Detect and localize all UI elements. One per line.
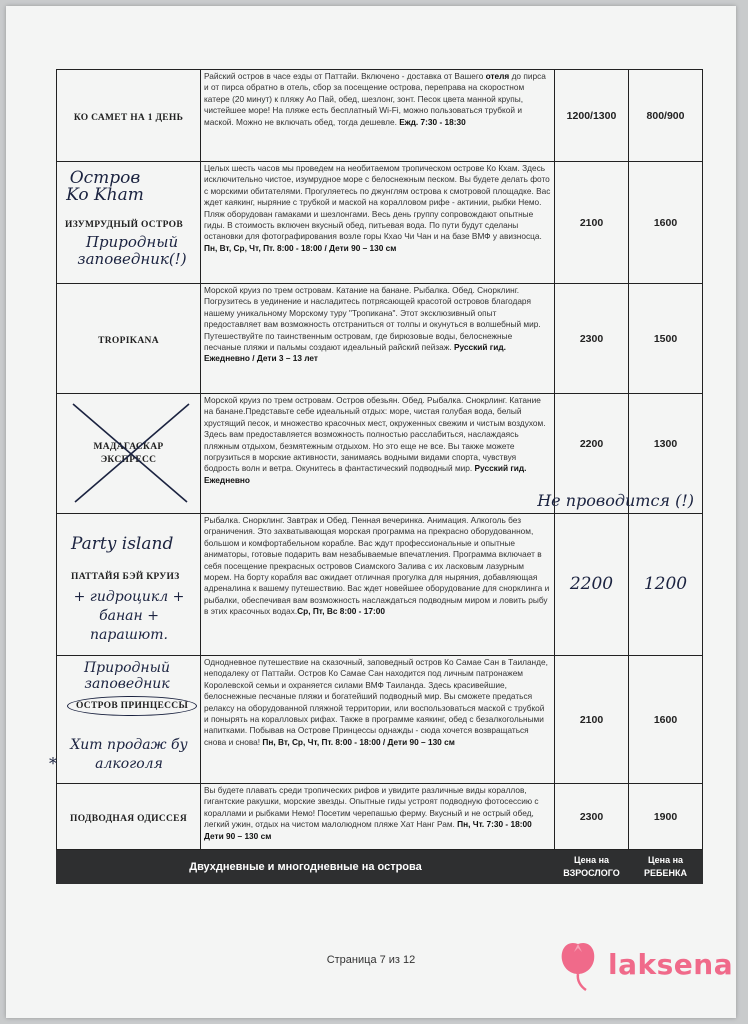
tour-description xyxy=(201,656,555,784)
handwritten-child-price: 1200 xyxy=(643,574,688,594)
tour-schedule: Русский гид. Ежедневно / Дети 3 – 13 лет xyxy=(204,342,506,364)
description-text: Морской круиз по трем островам. Остров обезьян. Обед. Рыбалка. Снокрлинг. Катание на банане.Представьте себе идеальный отдых: море, чистая голубая вода, белый хрустящий песок, и множество красочных мест, окруженных свежим и чистым воздухом. Здесь вам предоставляется возможность полностью расслабиться, наслаждаясь пляжным отдыхом, безмятежным отдыхом. Но это еще не все. Вы также можете погрузиться в морские активности, занимаясь водными видами спорта, чувствуя бодрость волн и ветра. Окунитесь в фантастический подводный мир. xyxy=(204,395,546,474)
adult-price xyxy=(555,514,629,656)
table-row-emerald-island xyxy=(57,162,703,284)
handwritten-island-note: Остров Ko Kham xyxy=(66,168,144,205)
tour-name: ИЗУМРУДНЫЙ ОСТРОВ xyxy=(65,220,183,230)
child-price xyxy=(629,514,703,656)
excursions-table xyxy=(49,69,703,884)
handwritten-star: * xyxy=(49,754,57,773)
tour-description xyxy=(201,162,555,284)
adult-price: 2100 xyxy=(555,656,629,784)
child-price: 1500 xyxy=(629,284,703,394)
description-text: Райский остров в часе езды от Паттайи. Включено - доставка от Вашего xyxy=(204,71,486,81)
handwritten-reserve-note: Природный заповедник(!) xyxy=(77,233,187,268)
tour-name-cell xyxy=(57,784,201,850)
adult-price: 2200 xyxy=(555,394,629,514)
tour-description xyxy=(201,70,555,162)
tour-name: TROPIKANA xyxy=(98,335,159,346)
tour-name: МАДАГАСКАР ЭКСПРЕСС xyxy=(93,441,164,465)
tour-name-cell xyxy=(57,284,201,394)
tour-description xyxy=(201,784,555,850)
table-row-tropikana xyxy=(57,284,703,394)
child-price: 800/900 xyxy=(629,70,703,162)
tour-name-cell xyxy=(57,394,201,514)
table-row-underwater-odyssey xyxy=(57,784,703,850)
handwritten-activities-note: + гидроцикл + банан + парашют. xyxy=(73,589,185,643)
document-page xyxy=(6,6,736,1018)
tour-description xyxy=(201,514,555,656)
adult-price: 2100 xyxy=(555,162,629,284)
handwritten-cancelled-note: Не проводится (!) xyxy=(537,491,694,510)
description-text: Однодневное путешествие на сказочный, заповедный остров Ко Самае Сан в Таиланде, неподалеку от Паттайи. Остров Ко Самае Сан находится под личным патронажем Королевской семьи и охраняется силами ВМФ Таиланда. Здесь красивейшие, белоснежные песчаные пляжи и богатейший подводный мир. Вы сможете предаться релаксу на оборудованной пляжной территории, или воспользоваться маской с трубкой и понырять на коралловых рифах. Также в программе каякинг, обед с безалкогольными напитками. Побывав на Острове Принцессы однажды - сюда хочется возвращаться снова и снова! xyxy=(204,657,548,747)
adult-price: 2300 xyxy=(555,284,629,394)
handwritten-reserve-note: Природный заповедник xyxy=(83,660,171,692)
handwritten-bestseller-note: Хит продаж бу алкоголя xyxy=(70,737,188,772)
table-row-princess-island xyxy=(57,656,703,784)
logo-text: laksena xyxy=(608,948,734,981)
handwritten-party-note: Party island xyxy=(71,534,174,554)
child-price: 1300 xyxy=(629,394,703,514)
tour-name: ПАТТАЙЯ БЭЙ КРУИЗ xyxy=(71,572,180,582)
tour-name-cell xyxy=(57,70,201,162)
table-row-pattaya-bay xyxy=(57,514,703,656)
tour-name-cell xyxy=(57,514,201,656)
tour-schedule: Пн, Чт. 7:30 - 18:00 Дети 90 – 130 см xyxy=(204,819,532,841)
tour-schedule: Ежд. 7:30 - 18:30 xyxy=(399,116,466,127)
adult-price: 1200/1300 xyxy=(555,70,629,162)
adult-price: 2300 xyxy=(555,784,629,850)
table-row-madagascar xyxy=(57,394,703,514)
tour-name: КО САМЕТ НА 1 ДЕНЬ xyxy=(73,112,184,123)
page-number: Страница 7 из 12 xyxy=(326,954,416,966)
tour-name: ОСТРОВ ПРИНЦЕССЫ xyxy=(67,696,197,716)
section-header-row xyxy=(57,850,703,884)
description-bold: отеля xyxy=(485,71,510,81)
tour-description xyxy=(201,284,555,394)
child-price: 1900 xyxy=(629,784,703,850)
description-text-2: до пирса и от пирса обратно в отель, сбор за посещение острова, переправа на скоростном катере (20 минут) к пляжу Ао Пай, обед, шезлонг, зонт. Песок цвета манной крупы, чистейшее море! На пляже есть бесплатный Wi-Fi, можно пользоваться трубкой и маской. Можно не включать обед, тогда дешевле. xyxy=(204,71,546,127)
adult-price-header: Цена на ВЗРОСЛОГО xyxy=(555,850,629,884)
description-text: Вы будете плавать среди тропических рифов и увидите различные виды кораллов, гигантские ракушки, морские звезды. Опытные гиды устроят подводную фотосессию с кораллами и рыбками Немо! Посетим черепашью ферму. Вкусный и не острый обед, легкий ужин, отдых на чистом малолюдном пляже Хат Нанг Рам. xyxy=(204,785,539,830)
table-row-ko-samet xyxy=(57,70,703,162)
tulip-logo-icon xyxy=(556,938,600,992)
child-price-header: Цена на РЕБЕНКА xyxy=(629,850,703,884)
child-price: 1600 xyxy=(629,656,703,784)
description-text: Целых шесть часов мы проведем на необитаемом тропическом острове Ко Кхам. Здесь исключительно чистое, изумрудное море с белоснежным песком. Вы будете делать фото с морскими обитателями. Прогуляетесь по джунглям острова к смотровой площадке. Вас ждет каякинг, ныряние с трубкой и маской на коралловом рифе - актинии, рыбки Немо. Пляж оборудован гамаками и шезлонгами. Весь день группу сопровождают опытные гиды. В стоимость включен вкусный обед, питьевая вода. По пути будут сделаны остановки для фотографирования возле горы Кхао Чи Чан и на базе ВМФ у авизносца. xyxy=(204,163,551,242)
child-price: 1600 xyxy=(629,162,703,284)
tour-schedule: Ср, Пт, Вс 8:00 - 17:00 xyxy=(297,606,385,617)
tour-schedule: Пн, Вт, Ср, Чт, Пт. 8:00 - 18:00 / Дети 90 – 130 см xyxy=(204,242,397,253)
description-text: Морской круиз по трем островам. Катание на банане. Рыбалка. Обед. Снорклинг. Погрузитесь в уединение и насладитесь потрясающей красотой островов благодаря нашему уникальному Морскому туру "Тропикана". Этот эксклюзивный опыт предоставляет вам возможность отстраниться от толпы и окунуться в волшебный мир. Путешествуйте по таинственным островам, где бирюзовые воды, белоснежные песчаные пляжи и пальмы создают идеальный райский пейзаж. xyxy=(204,285,541,353)
tour-name-cell xyxy=(57,162,201,284)
handwritten-adult-price: 2200 xyxy=(569,574,614,594)
tour-schedule: Русский гид. Ежедневно xyxy=(204,463,527,485)
tour-name: ПОДВОДНАЯ ОДИССЕЯ xyxy=(70,813,187,824)
cross-out-mark xyxy=(69,400,193,506)
description-text: Рыбалка. Снорклинг. Завтрак и Обед. Пенная вечеринка. Анимация. Алкоголь без ограничения. Это захватывающая морская программа на прекрасно оборудованном, большом и комфортабельном корабле. Вас ждут профессиональные и опытные аниматоры, готовые подарить вам незабываемые впечатления. Программа включает в себя посещение прекрасных островов Сиамского Залива с их ласковым лазурным морем. На борту корабля вас ожидает отличная прогулка для ныряния, добавляющая адреналина к вашему путешествию. Вас ждет новейшее оборудование для снорклинга и рыбалки, обеспечивая вам возможность наслаждаться подводным миром и ловить рыбу в этих красочных водах. xyxy=(204,515,550,617)
tour-name-cell xyxy=(49,656,201,784)
tour-schedule: Пн, Вт, Ср, Чт, Пт. 8:00 - 18:00 / Дети 90 – 130 см xyxy=(262,736,455,747)
section-title: Двухдневные и многодневные на острова xyxy=(57,850,555,884)
